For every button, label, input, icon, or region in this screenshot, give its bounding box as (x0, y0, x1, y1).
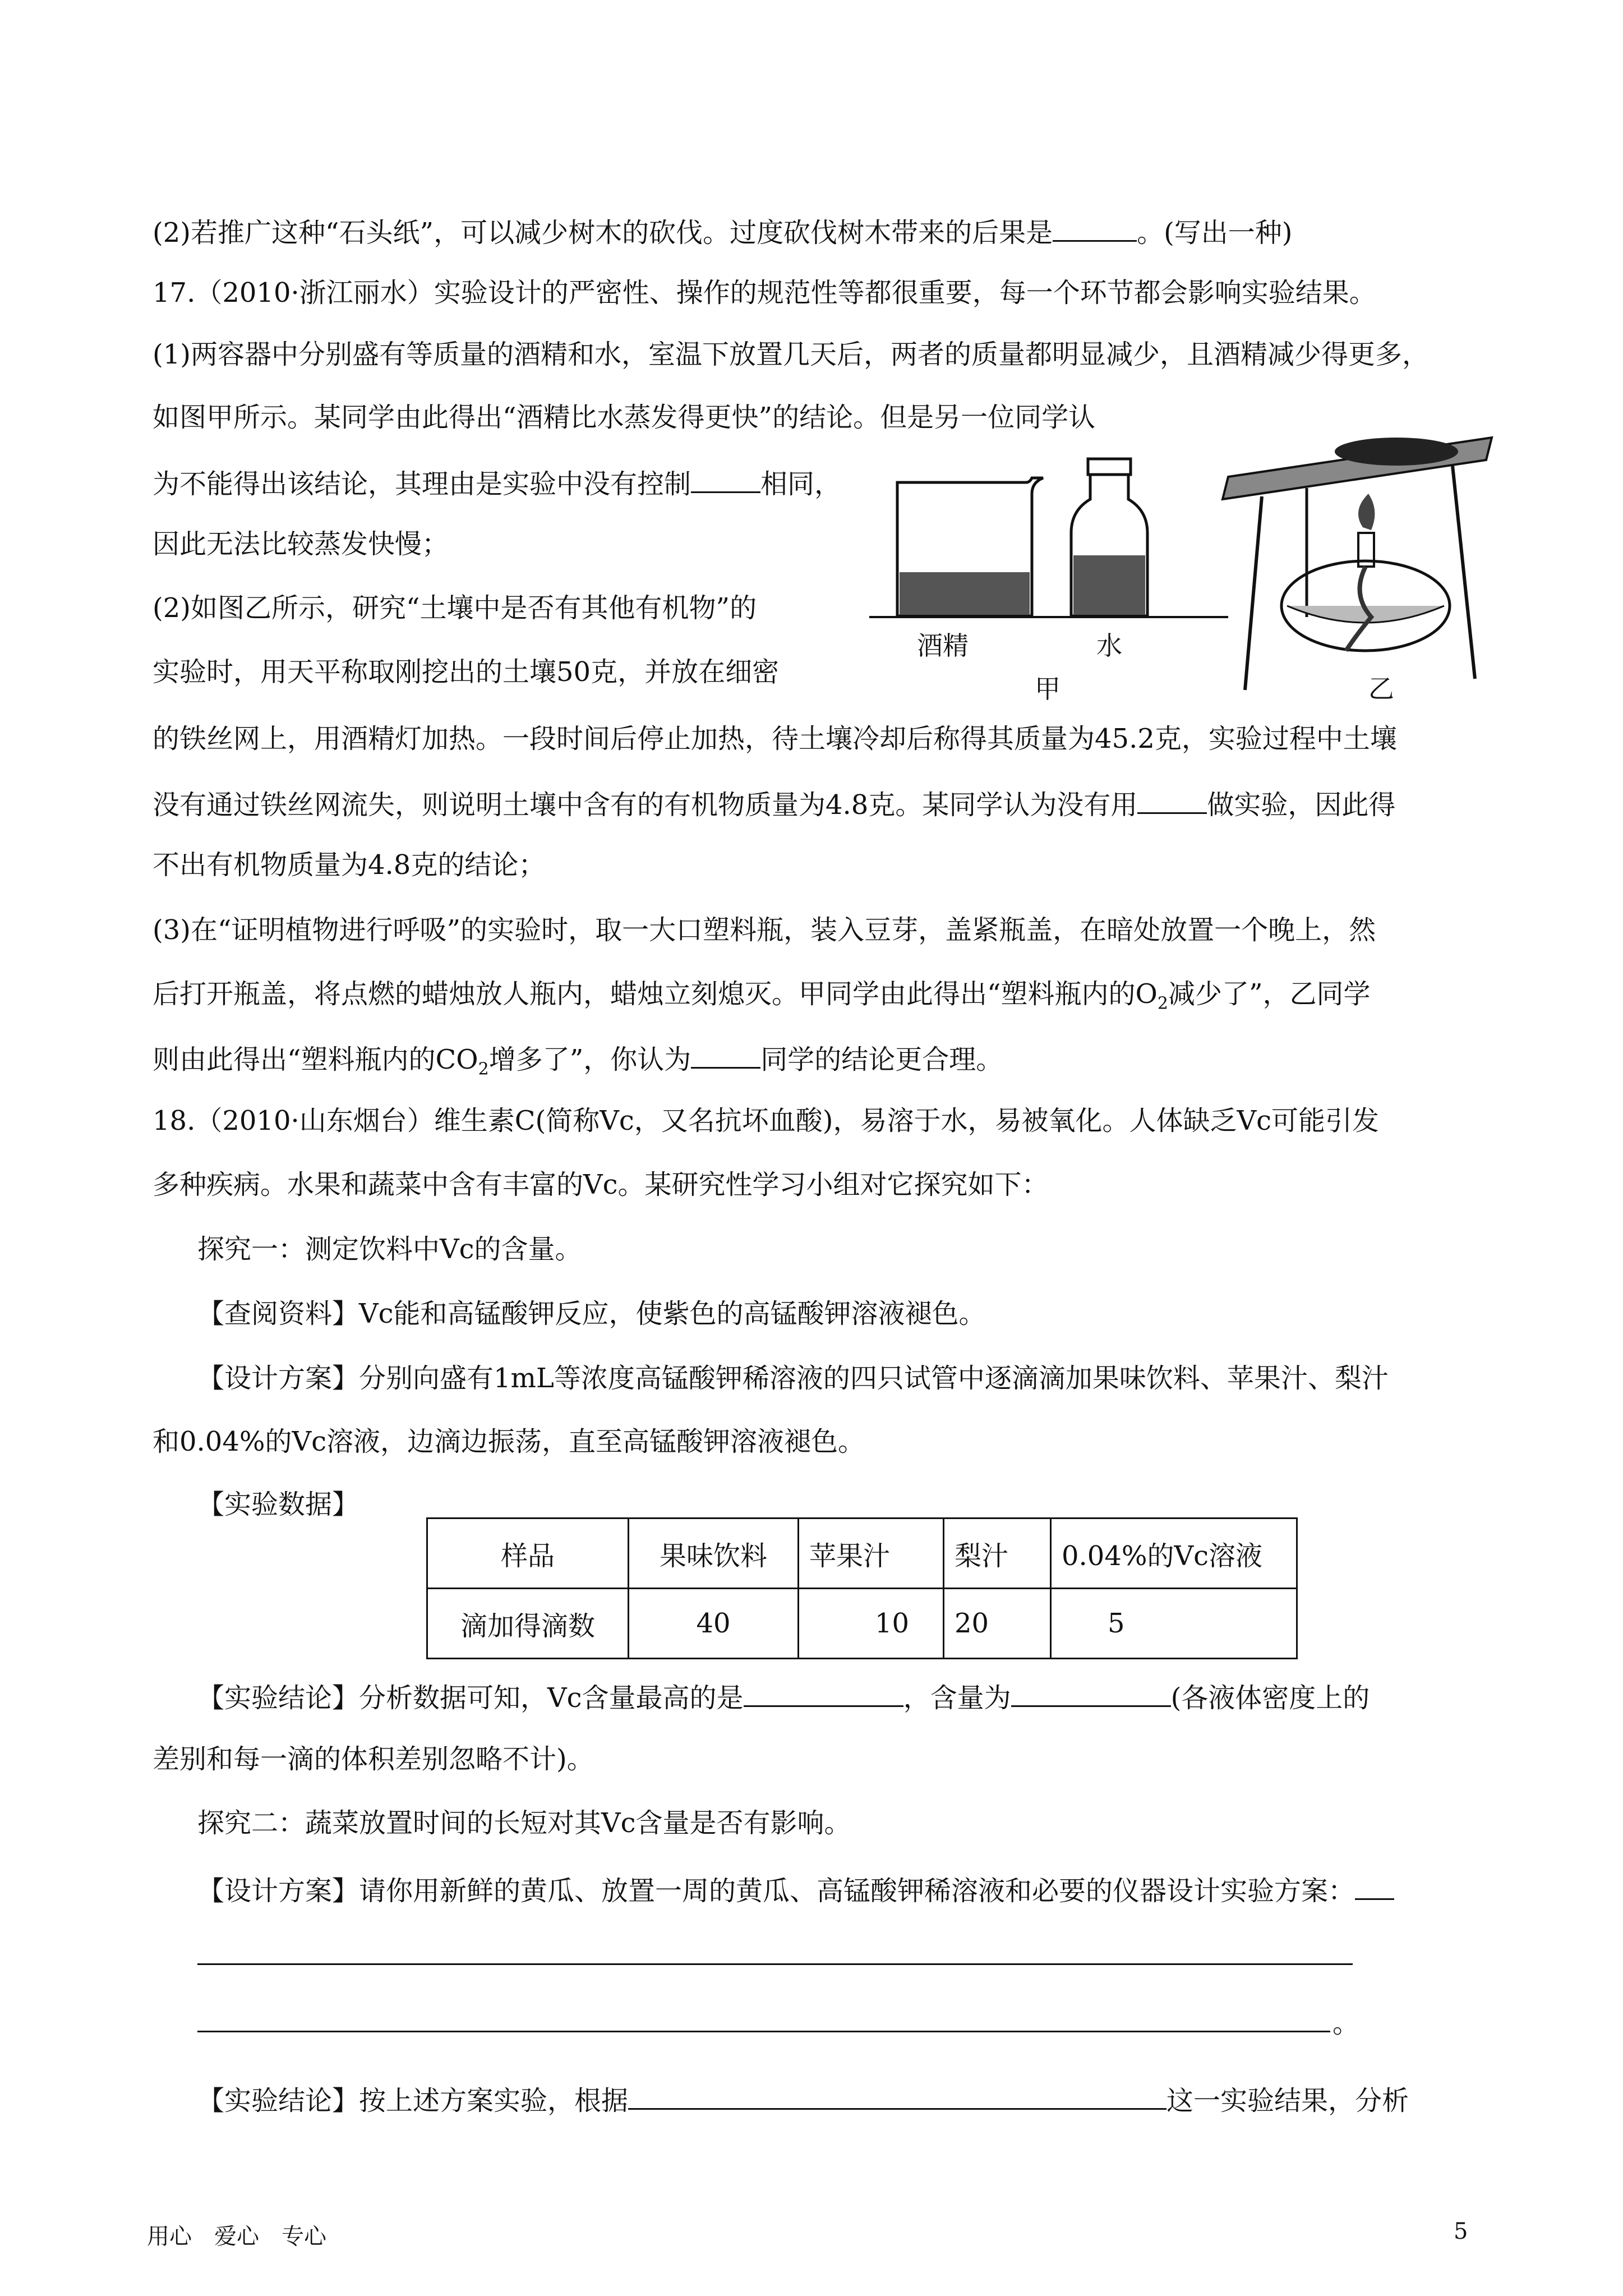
label-yi: 乙 (1368, 674, 1394, 704)
table-header-row (427, 1519, 1297, 1589)
figure-yi (1211, 426, 1503, 718)
answer-line (197, 2031, 1330, 2032)
table-cell: 5 (1051, 1589, 1297, 1659)
text: 【实验结论】分析数据可知，Vc含量最高的是 (197, 1682, 744, 1714)
answer-blank (744, 1677, 903, 1707)
table-cell: 20 (944, 1589, 1051, 1659)
table-header-cell: 0.04%的Vc溶液 (1051, 1519, 1297, 1589)
figure-jia (864, 449, 1234, 712)
text: 【实验数据】 (197, 1489, 359, 1520)
text: 探究二：蔬菜放置时间的长短对其Vc含量是否有影响。 (197, 1807, 851, 1839)
text: 【设计方案】请你用新鲜的黄瓜、放置一周的黄瓜、高锰酸钾稀溶液和必要的仪器设计实验方案： (197, 1875, 1355, 1907)
question-18 (153, 1103, 1379, 1139)
text-line (153, 399, 1095, 435)
text-line (153, 1741, 594, 1777)
text: 没有通过铁丝网流失，则说明土壤中含有的有机物质量为4.8克。某同学认为没有用 (153, 789, 1138, 821)
text: 后打开瓶盖，将点燃的蜡烛放人瓶内，蜡烛立刻熄灭。甲同学由此得出“塑料瓶内的O (153, 978, 1158, 1010)
text-line (153, 463, 841, 502)
text-line (153, 976, 1371, 1022)
answer-blank (1137, 784, 1207, 814)
text: 为不能得出该结论，其理由是实验中没有控制 (153, 468, 691, 500)
text-line (197, 1296, 986, 1332)
text-line (197, 1360, 1389, 1396)
text-line (153, 784, 1395, 823)
text: 减少了”，乙同学 (1168, 978, 1371, 1010)
page-number: 5 (1454, 2219, 1468, 2244)
text-line (197, 1487, 359, 1522)
text-line (153, 1039, 1003, 1088)
subscript: 2 (478, 1059, 489, 1079)
text: 的铁丝网上，用酒精灯加热。一段时间后停止加热，待土壤冷却后称得其质量为45.2克，实验过程中土壤 (153, 723, 1397, 754)
subscript: 2 (1157, 993, 1168, 1014)
text: 差别和每一滴的体积差别忽略不计)。 (153, 1743, 594, 1775)
text: 。(写出一种) (1137, 217, 1293, 249)
answer-blank (628, 2080, 1166, 2110)
answer-blank (691, 1039, 760, 1069)
text: 【实验结论】按上述方案实验，根据 (197, 2085, 629, 2116)
soil-heating-illustration (1211, 426, 1503, 718)
text: 同学的结论更合理。 (760, 1044, 1003, 1075)
table-row-label: 滴加得滴数 (427, 1589, 629, 1659)
label-water: 水 (1096, 631, 1122, 661)
text-line (197, 1677, 1370, 1716)
text-line (197, 1231, 582, 1267)
data-table (426, 1517, 1298, 1659)
text-line (153, 1167, 1049, 1203)
text: (1)两容器中分别盛有等质量的酒精和水，室温下放置几天后，两者的质量都明显减少，且酒精减少得更多， (153, 339, 1429, 370)
table-header-cell: 苹果汁 (799, 1519, 944, 1589)
text-line (153, 526, 449, 562)
text-line (153, 721, 1397, 757)
text-line (153, 1424, 865, 1460)
answer-blank (691, 463, 760, 493)
text-line (153, 212, 1293, 251)
table-header-cell: 样品 (427, 1519, 629, 1589)
text: 这一实验结果，分析 (1166, 2085, 1409, 2116)
table-cell: 40 (629, 1589, 799, 1659)
text-line (153, 654, 779, 690)
text: 不出有机物质量为4.8克的结论； (153, 849, 546, 881)
text: 。 (1332, 2008, 1360, 2039)
text: 和0.04%的Vc溶液，边滴边振荡，直至高锰酸钾溶液褪色。 (153, 1426, 865, 1457)
text: 如图甲所示。某同学由此得出“酒精比水蒸发得更快”的结论。但是另一位同学认 (153, 402, 1096, 433)
text: 因此无法比较蒸发快慢； (153, 528, 449, 560)
text: 则由此得出“塑料瓶内的CO (153, 1044, 478, 1075)
text-line (153, 590, 757, 626)
footer-slogan: 用心 爱心 专心 (147, 2224, 326, 2249)
text: 多种疾病。水果和蔬菜中含有丰富的Vc。某研究性学习小组对它探究如下： (153, 1169, 1049, 1200)
answer-blank (1053, 212, 1137, 242)
text: 做实验，因此得 (1207, 789, 1396, 821)
text-line (153, 337, 1429, 372)
text-line (197, 1805, 851, 1841)
answer-blank (1355, 1870, 1394, 1900)
table-cell: 10 (799, 1589, 944, 1659)
answer-line (197, 1963, 1353, 1965)
text: 探究一：测定饮料中Vc的含量。 (197, 1234, 582, 1265)
text: 17.（2010·浙江丽水）实验设计的严密性、操作的规范性等都很重要，每一个环节都会影响实验结果。 (153, 277, 1376, 309)
text: 【设计方案】分别向盛有1mL等浓度高锰酸钾稀溶液的四只试管中逐滴滴加果味饮料、苹果汁、梨汁 (197, 1363, 1389, 1394)
table-header-cell: 果味饮料 (629, 1519, 799, 1589)
text-line (153, 847, 545, 883)
label-alcohol: 酒精 (917, 631, 969, 661)
text-line (197, 1870, 1394, 1909)
text: (2)如图乙所示，研究“土壤中是否有其他有机物”的 (153, 592, 757, 624)
text: 相同， (760, 468, 842, 500)
question-17 (153, 275, 1376, 311)
text: ，含量为 (903, 1682, 1011, 1714)
text: 实验时，用天平称取刚挖出的土壤50克，并放在细密 (153, 656, 780, 688)
table-header-cell: 梨汁 (944, 1519, 1051, 1589)
answer-blank (1011, 1677, 1171, 1707)
table-row (427, 1589, 1297, 1659)
text: 【查阅资料】Vc能和高锰酸钾反应，使紫色的高锰酸钾溶液褪色。 (197, 1298, 986, 1329)
text: (各液体密度上的 (1170, 1682, 1370, 1714)
text: 增多了”，你认为 (488, 1044, 691, 1075)
label-jia: 甲 (1035, 674, 1061, 704)
text-line (1332, 2005, 1359, 2041)
text-line (197, 2080, 1409, 2119)
text: (3)在“证明植物进行呼吸”的实验时，取一大口塑料瓶，装入豆芽，盖紧瓶盖，在暗处放置一个晚上，然 (153, 914, 1376, 946)
text-line (153, 912, 1376, 948)
text: (2)若推广这种“石头纸”，可以减少树木的砍伐。过度砍伐树木带来的后果是 (153, 217, 1053, 249)
text: 18.（2010·山东烟台）维生素C(简称Vc，又名抗坏血酸)，易溶于水，易被氧化。人体缺乏Vc可能引发 (153, 1105, 1380, 1137)
